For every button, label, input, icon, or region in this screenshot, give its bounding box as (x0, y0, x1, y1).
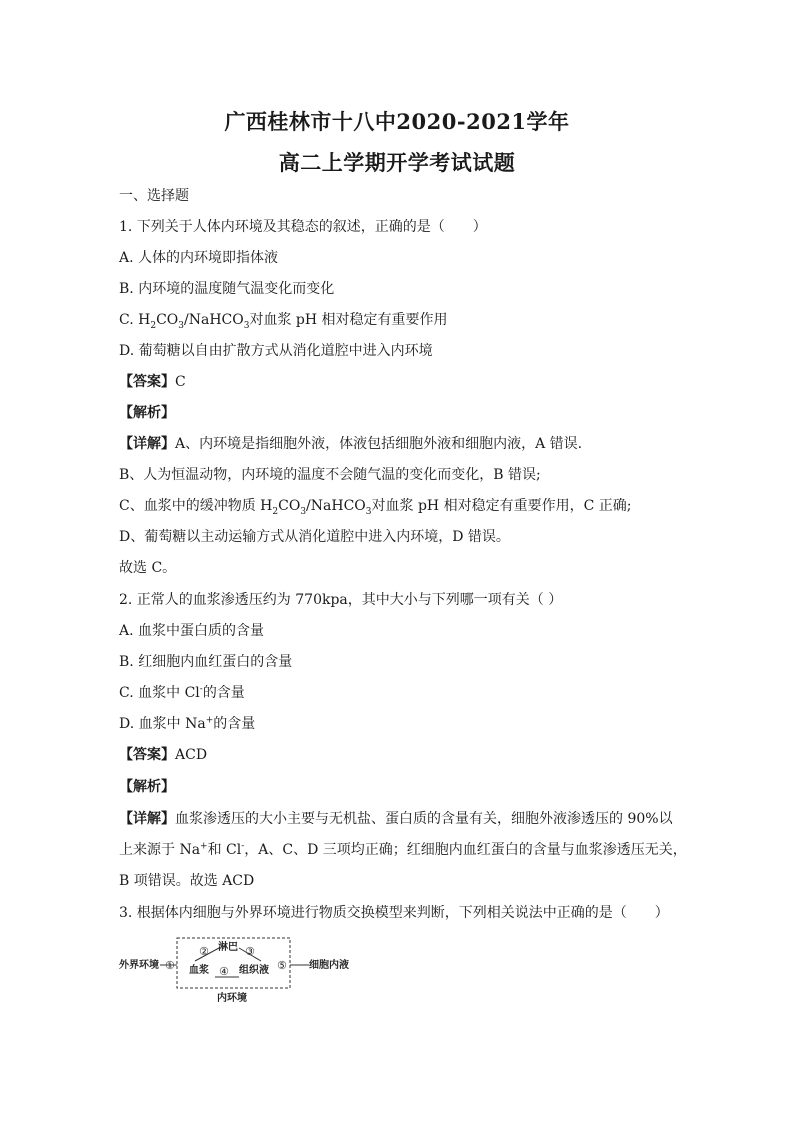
q1-stem: 1. 下列关于人体内环境及其稳态的叙述，正确的是（ ） (119, 219, 487, 235)
label-n1: ① (165, 959, 175, 972)
plasma-label: 血浆 (189, 965, 209, 976)
q1-analysis-label: 【解析】 (119, 405, 175, 421)
label-n4: ④ (219, 965, 229, 978)
q1-option-b: B. 内环境的温度随气温变化而变化 (119, 281, 335, 297)
label-n3: ③ (245, 945, 255, 958)
q2-analysis-label: 【解析】 (119, 779, 175, 795)
page-title-line1: 广西桂林市十八中2020-2021学年 (224, 109, 570, 134)
q1-detail-d: D、葡萄糖以主动运输方式从消化道腔中进入内环境，D 错误。 (119, 529, 510, 545)
q2-detail-3: B 项错误。故选 ACD (119, 873, 255, 889)
lymph-label: 淋巴 (218, 942, 238, 953)
intracellular-fluid-label: 细胞内液 (309, 960, 349, 971)
q2-option-b: B. 红细胞内血红蛋白的含量 (119, 654, 293, 670)
q1-detail-a: 【详解】A、内环境是指细胞外液，体液包括细胞外液和细胞内液，A 错误. (119, 436, 583, 452)
q2-option-c: C. 血浆中 Cl-的含量 (119, 684, 245, 701)
q2-detail-1: 【详解】血浆渗透压的大小主要与无机盐、蛋白质的含量有关，细胞外液渗透压的 90%以 (119, 811, 673, 827)
q2-option-d: D. 血浆中 Na+的含量 (119, 715, 256, 732)
label-n2: ② (199, 945, 209, 958)
q1-detail-c: C、血浆中的缓冲物质 $H_2CO_3/NaHCO_3$对血浆 pH 相对稳定有重要作用，C 正确; (119, 498, 632, 517)
section-heading: 一、选择题 (119, 188, 189, 204)
external-environment-label: 外界环境 (119, 960, 159, 971)
q1-option-d: D. 葡萄糖以自由扩散方式从消化道腔中进入内环境 (119, 343, 433, 359)
q2-answer: 【答案】ACD (119, 747, 208, 763)
q2-detail-2: 上来源于 Na+和 Cl-，A、C、D 三项均正确；红细胞内血红蛋白的含量与血浆渗透压无关， (119, 841, 687, 858)
q3-stem: 3. 根据体内细胞与外界环境进行物质交换模型来判断，下列相关说法中正确的是（ ） (119, 905, 669, 921)
q2-stem: 2. 正常人的血浆渗透压约为 770kpa，其中大小与下列哪一项有关（ ） (119, 592, 563, 608)
q1-answer: 【答案】C (119, 374, 186, 390)
page-title-line2: 高二上学期开学考试试题 (278, 150, 516, 175)
q2-option-a: A. 血浆中蛋白质的含量 (119, 623, 265, 639)
q1-conclusion: 故选 C。 (119, 560, 177, 576)
exchange-model-diagram (119, 935, 359, 1007)
label-n5: ⑤ (277, 959, 287, 972)
q1-option-a: A. 人体的内环境即指体液 (119, 250, 279, 266)
q1-option-c: C. $H_2CO_3/NaHCO_3$对血浆 pH 相对稳定有重要作用 (119, 312, 448, 331)
q1-detail-b: B、人为恒温动物，内环境的温度不会随气温的变化而变化，B 错误; (119, 467, 541, 483)
internal-environment-label: 内环境 (217, 993, 247, 1004)
tissue-fluid-label: 组织液 (239, 965, 269, 976)
